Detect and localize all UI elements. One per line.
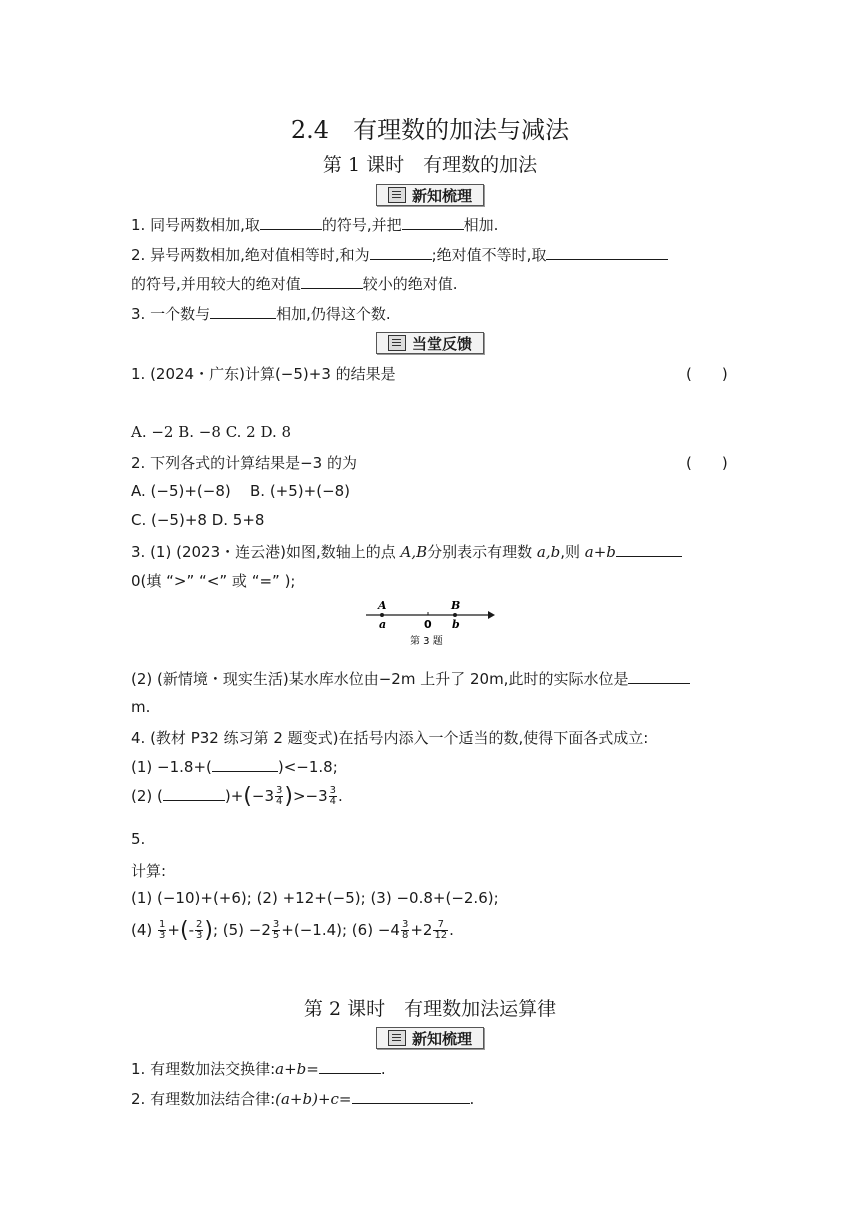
math: a,b (536, 543, 561, 561)
text: 的符号,并用较大的绝对值 (131, 275, 301, 293)
answer-blank (212, 757, 278, 772)
book-icon (388, 1030, 406, 1046)
answer-blank (628, 669, 690, 684)
label-zero: 0 (424, 618, 432, 631)
text: )+ (224, 787, 244, 805)
fraction: $\frac{3}{4}$ (329, 785, 337, 807)
text: 3. 一个数与 (131, 305, 211, 323)
math: A,B (400, 543, 428, 561)
fraction: $\frac{3}{4}$ (276, 785, 283, 807)
text: )<−1.8; (277, 758, 338, 776)
question-3-part-1-line2: 0(填 “>” “<” 或 “=” ); (131, 572, 296, 590)
label-b: b (452, 618, 460, 631)
badge-new-knowledge (376, 184, 484, 206)
badge-feedback (376, 332, 484, 354)
question-2: 2. 下列各式的计算结果是−3 的为 (131, 454, 357, 472)
text: 相加. (463, 216, 499, 234)
section-title: 2.4 有理数的加法与减法 (290, 116, 570, 144)
text: 分别表示有理数 (427, 543, 537, 561)
badge-label: 新知梳理 (411, 1029, 472, 1048)
question-2-option-a: A. (−5)+(−8) (131, 482, 231, 500)
book-icon (388, 187, 406, 203)
text: (4) (131, 921, 158, 939)
question-3-part-2-unit: m. (131, 698, 151, 716)
question-4-part-2: (2) ( )+(−3 $\frac{3}{4}$ )>−3 $\frac{3}{4}$ . (131, 784, 343, 809)
text: 的符号,并把 (321, 216, 402, 234)
text: (1) −1.8+( (131, 758, 212, 776)
answer-blank (370, 245, 432, 260)
answer-blank (546, 245, 668, 260)
lesson-2-title: 第 2 课时 有理数加法运算律 (303, 998, 557, 1020)
question-5-line-1: (1) (−10)+(+6); (2) +12+(−5); (3) −0.8+(−2.6); (131, 889, 499, 907)
question-2-options-cd: C. (−5)+8 D. 5+8 (131, 511, 265, 529)
knowledge-item-2-line1 (131, 244, 668, 265)
answer-blank (616, 542, 682, 557)
answer-blank (319, 1059, 381, 1074)
fraction: $\frac{3}{8}$ (401, 919, 409, 941)
fraction: $\frac{7}{12}$ (434, 919, 448, 941)
text: 1. 同号两数相加,取 (131, 216, 260, 234)
text: 2. 有理数加法结合律: (131, 1090, 276, 1108)
question-5-line-2: (4) $\frac{1}{3}$ +(- $\frac{2}{3}$ ); (5) −2 $\frac{3}{5}$ +(−1.4); (6) −4 $\frac{3}{8}$ +2 $\frac{7}{12}$ . (131, 918, 454, 943)
text: - (188, 921, 194, 939)
answer-blank (402, 215, 464, 230)
answer-blank (260, 215, 322, 230)
question-3-part-2 (131, 668, 690, 689)
text: + (167, 921, 180, 939)
answer-paren: ( ) (686, 454, 728, 472)
answer-blank (301, 274, 363, 289)
point-b (453, 613, 457, 617)
text: ,则 (560, 543, 585, 561)
question-3-part-1 (131, 541, 682, 562)
number-line-figure (360, 596, 500, 648)
text: ;绝对值不等时,取 (431, 246, 547, 264)
point-a (380, 613, 384, 617)
fraction: $\frac{1}{3}$ (159, 919, 166, 941)
text: . (469, 1090, 475, 1108)
text: . (338, 787, 343, 805)
text: >−3 (292, 787, 328, 805)
question-4-part-1 (131, 757, 338, 776)
text: 2. 异号两数相加,绝对值相等时,和为 (131, 246, 370, 264)
knowledge2-item-2 (131, 1088, 474, 1109)
question-2-option-b: B. (+5)+(−8) (250, 482, 351, 500)
label-A: A (378, 599, 387, 612)
math: a+b= (275, 1060, 319, 1078)
math: (a+b)+c= (275, 1090, 352, 1108)
badge-label: 当堂反馈 (411, 334, 472, 353)
figure-caption: 第 3 题 (410, 636, 443, 647)
fraction: $\frac{3}{5}$ (272, 919, 280, 941)
pencil-icon (388, 335, 406, 351)
text: 3. (1) (2023・连云港)如图,数轴上的点 (131, 543, 401, 561)
text: . (449, 921, 454, 939)
knowledge-item-1 (131, 214, 498, 235)
question-4: 4. (教材 P32 练习第 2 题变式)在括号内添入一个适当的数,使得下面各式成立: (131, 729, 649, 747)
label-B: B (451, 599, 461, 612)
question-5-label: 计算: (131, 862, 167, 880)
badge-label: 新知梳理 (411, 186, 472, 205)
text: 1. 有理数加法交换律: (131, 1060, 276, 1078)
text: (2) (新情境・现实生活)某水库水位由−2m 上升了 20m,此时的实际水位是 (131, 670, 629, 688)
knowledge-item-3 (131, 303, 391, 324)
text: +(−1.4); (6) −4 (281, 921, 400, 939)
arrow-icon (488, 611, 495, 619)
badge-new-knowledge-2 (376, 1027, 484, 1049)
text: +2 (410, 921, 433, 939)
text: ; (5) −2 (212, 921, 271, 939)
fraction: $\frac{2}{3}$ (195, 919, 203, 941)
text: 较小的绝对值. (362, 275, 458, 293)
lesson-1-title: 第 1 课时 有理数的加法 (322, 154, 538, 176)
text: . (380, 1060, 386, 1078)
text: (2) ( (131, 787, 163, 805)
label-a: a (379, 618, 387, 631)
knowledge-item-2-line2 (131, 273, 458, 294)
question-5: 5. (131, 830, 146, 848)
question-1-options: A. −2 B. −8 C. 2 D. 8 (131, 423, 292, 441)
answer-paren: ( ) (686, 365, 728, 383)
text: −3 (251, 787, 275, 805)
text: 相加,仍得这个数. (276, 305, 391, 323)
knowledge2-item-1 (131, 1058, 386, 1079)
answer-blank (210, 304, 276, 319)
answer-blank (163, 786, 225, 801)
question-1: 1. (2024・广东)计算(−5)+3 的结果是 (131, 365, 396, 383)
math: a+b (584, 543, 616, 561)
answer-blank (352, 1089, 470, 1104)
